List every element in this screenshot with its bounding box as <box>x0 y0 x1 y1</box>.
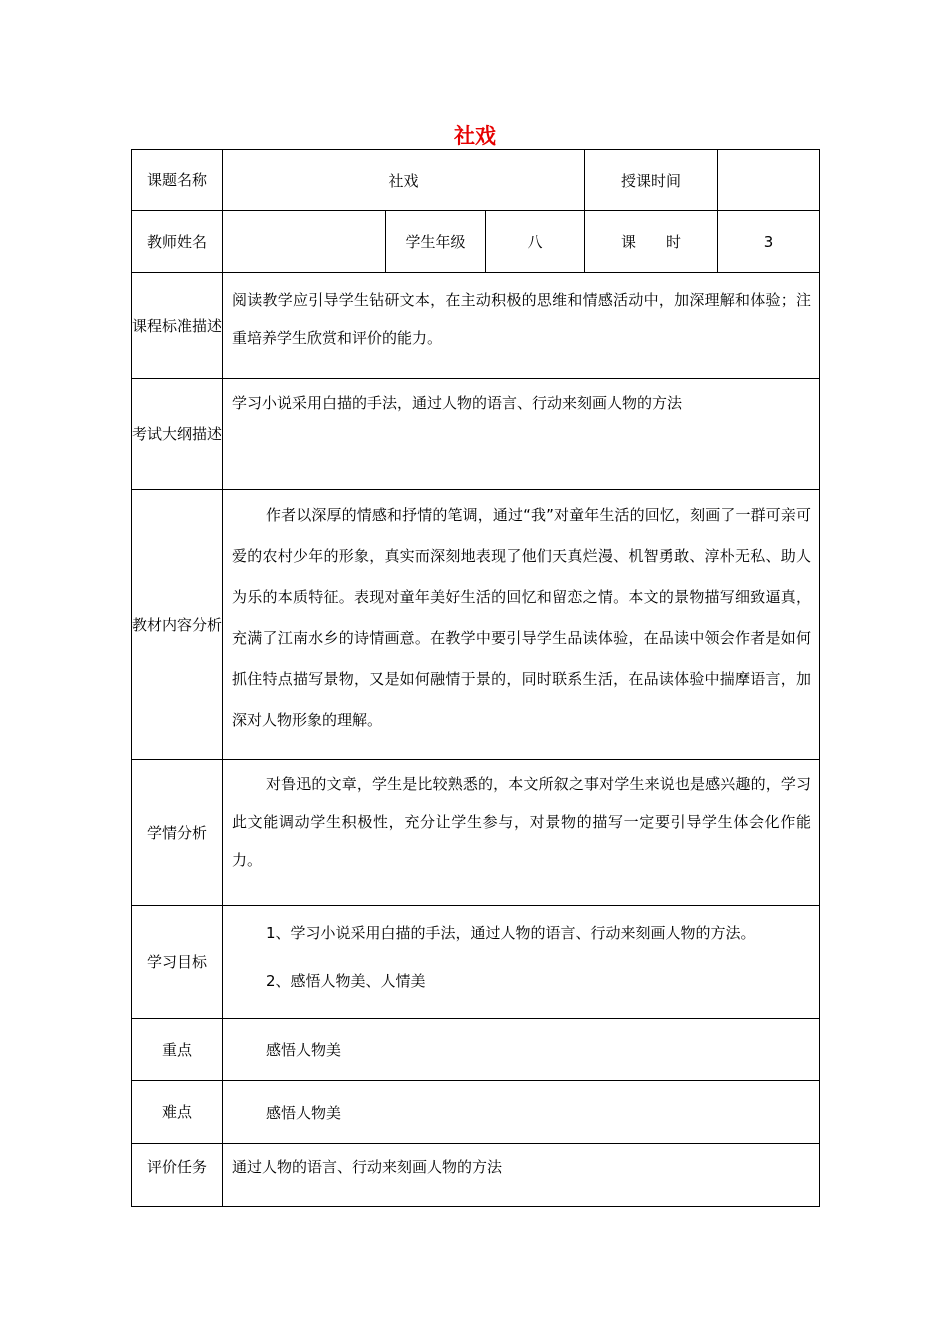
exam-outline-label: 考试大纲描述 <box>132 379 223 490</box>
class-hours-label: 课 时 <box>585 211 718 273</box>
row-exam <box>132 379 820 490</box>
page-title: 社戏 <box>454 124 496 148</box>
grade-label: 学生年级 <box>386 211 486 273</box>
exam-outline-text: 学习小说采用白描的手法，通过人物的语言、行动来刻画人物的方法 <box>223 379 820 490</box>
material-analysis-text: 作者以深厚的情感和抒情的笔调，通过“我”对童年生活的回忆，刻画了一群可亲可爱的农村少年的形象，真实而深刻地表现了他们天真烂漫、机智勇敢、淳朴无私、助人为乐的本质特征。表现对童年美好生活的回忆和留恋之情。本文的景物描写细致逼真，充满了江南水乡的诗情画意。在教学中要引导学生品读体验，在品读中领会作者是如何抓住特点描写景物，又是如何融情于景的，同时联系生活，在品读体验中揣摩语言，加深对人物形象的理解。 <box>223 490 820 760</box>
row-evaluation <box>132 1144 820 1207</box>
difficult-point-label: 难点 <box>132 1081 223 1144</box>
learning-goal-item: 2、感悟人物美、人情美 <box>266 972 426 990</box>
course-name-value: 社戏 <box>223 150 585 211</box>
standard-label: 课程标准描述 <box>132 273 223 379</box>
row-teacher <box>132 211 820 273</box>
course-name-label: 课题名称 <box>132 150 223 211</box>
class-time-label: 授课时间 <box>585 150 718 211</box>
student-analysis-text: 对鲁迅的文章，学生是比较熟悉的，本文所叙之事对学生来说也是感兴趣的，学习此文能调动学生积极性，充分让学生参与，对景物的描写一定要引导学生体会化作能力。 <box>223 760 820 906</box>
student-analysis-label: 学情分析 <box>132 760 223 906</box>
row-course <box>132 150 820 211</box>
material-analysis-label: 教材内容分析 <box>132 490 223 760</box>
difficult-point-text: 感悟人物美 <box>223 1081 820 1144</box>
teacher-name-value <box>223 211 386 273</box>
row-goals <box>132 906 820 1019</box>
lesson-plan-table <box>131 149 820 1207</box>
row-key <box>132 1019 820 1081</box>
teacher-name-label: 教师姓名 <box>132 211 223 273</box>
class-hours-value: 3 <box>718 211 820 273</box>
learning-goal-item: 1、学习小说采用白描的手法，通过人物的语言、行动来刻画人物的方法。 <box>266 924 756 942</box>
row-students <box>132 760 820 906</box>
learning-goals <box>223 906 820 1019</box>
row-standard <box>132 273 820 379</box>
key-point-label: 重点 <box>132 1019 223 1081</box>
row-material <box>132 490 820 760</box>
evaluation-task-text: 通过人物的语言、行动来刻画人物的方法 <box>223 1144 820 1207</box>
evaluation-task-label: 评价任务 <box>132 1144 223 1207</box>
learning-goals-label: 学习目标 <box>132 906 223 1019</box>
grade-value: 八 <box>486 211 585 273</box>
standard-text: 阅读教学应引导学生钻研文本，在主动积极的思维和情感活动中，加深理解和体验；注重培养学生欣赏和评价的能力。 <box>223 273 820 379</box>
class-time-value <box>718 150 820 211</box>
row-difficult <box>132 1081 820 1144</box>
key-point-text: 感悟人物美 <box>223 1019 820 1081</box>
